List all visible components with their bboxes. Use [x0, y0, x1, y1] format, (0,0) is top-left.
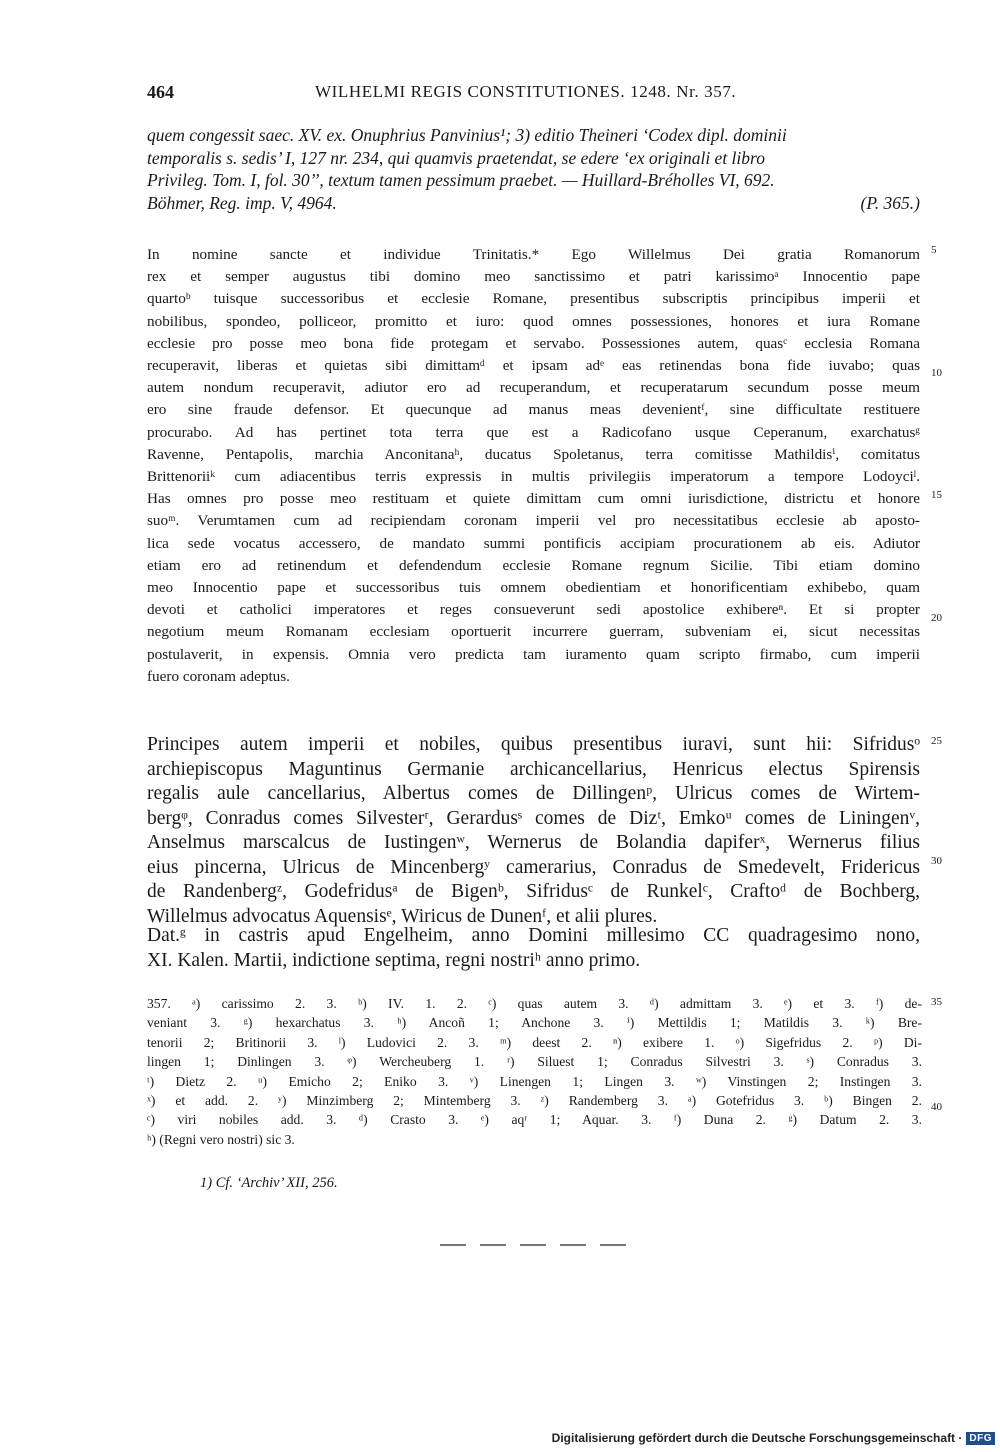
- page-number: 464: [147, 82, 174, 102]
- apparatus-line: ᵗ) Dietz 2. ᵘ) Emicho 2; Eniko 3. ᵛ) Linengen 1; Lingen 3. ʷ) Vinstingen 2; Instingen 3.: [147, 1073, 922, 1089]
- running-title: WILHELMI REGIS CONSTITUTIONES. 1248. Nr. 357.: [315, 82, 737, 101]
- apparatus-line: lingen 1; Dinlingen 3. ᵠ) Wercheuberg 1. ʳ) Siluest 1; Conradus Silvestri 3. ˢ) Conradus 3.: [147, 1054, 922, 1070]
- intro-line: [147, 192, 920, 215]
- text-line: eius pincerna, Ulricus de Mincenbergʸ camerarius, Conradus de Smedevelt, Fridericus: [147, 856, 920, 878]
- line-number: 25: [931, 735, 942, 747]
- intro-reference: (P. 365.): [860, 192, 920, 213]
- apparatus-line: ᶜ) viri nobiles add. 3. ᵈ) Crasto 3. ᵉ) aqʳ 1; Aquar. 3. ᶠ) Duna 2. ᵍ) Datum 2. 3.: [147, 1112, 922, 1128]
- funding-text: Digitalisierung gefördert durch die Deutsche Forschungsgemeinschaft ·: [551, 1431, 963, 1445]
- line-number: 10: [931, 367, 942, 379]
- line-number: 35: [931, 996, 942, 1008]
- intro-line-text: Böhmer, Reg. imp. V, 4964.: [147, 192, 337, 213]
- dating-paragraph: [147, 924, 920, 973]
- line-number: 5: [931, 244, 937, 256]
- text-line: Principes autem imperii et nobiles, quibus presentibus iuravi, sunt hii: Sifridusᵒ: [147, 734, 920, 755]
- text-line: meo Innocentio pape et successoribus tuis omnem obedientiam et honorificentiam exhibebo, quam: [147, 579, 920, 597]
- oath-paragraph: [147, 244, 920, 688]
- dfg-logo: DFG: [966, 1432, 995, 1445]
- text-line: Ravenne, Pentapolis, marchia Anconitanaʰ, ducatus Spoletanus, terra comitisse Mathildisⁱ, comitatus: [147, 445, 920, 463]
- intro-line: Privileg. Tom. I, fol. 30’’, textum tamen pessimum praebet. — Huillard-Bréholles VI, 692.: [147, 170, 775, 190]
- text-line: rex et semper augustus tibi domino meo sanctissimo et patri karissimoᵃ Innocentio pape: [147, 268, 920, 286]
- text-line: autem nondum recuperavit, adiutor ero ad recuperandum, et recuperatarum secundum posse meum: [147, 379, 920, 397]
- text-line: etiam ero ad retinendum et defendendum ecclesie Romane regnum Sicilie. Tibi etiam domino: [147, 556, 920, 574]
- apparatus-line: ˣ) et add. 2. ʸ) Minzimberg 2; Mintemberg 3. ᶻ) Randemberg 3. ᵃ) Gotefridus 3. ᵇ) Bingen 2.: [147, 1093, 922, 1109]
- text-line: negotium meum Romanam ecclesiam oportuerit incurrere guerram, subveniam ei, sicut necessitas: [147, 623, 920, 641]
- text-line: XI. Kalen. Martii, indictione septima, regni nostriʰ anno primo.: [147, 949, 641, 971]
- text-line: Anselmus marscalcus de Iustingenʷ, Wernerus de Bolandia dapiferˣ, Wernerus filius: [147, 832, 920, 853]
- text-line: postulaverit, in expensis. Omnia vero predicta tam iuramento quam scripto firmabo, cum imperii: [147, 645, 920, 663]
- intro-line: quem congessit saec. XV. ex. Onuphrius Panvinius¹; 3) editio Theineri ‘Codex dipl. dominii: [147, 125, 787, 145]
- text-line: lica sede vocatus accessero, de mandato summi pontificis accipiam procurationem ab eis. Adiutor: [147, 534, 920, 552]
- text-line: nobilibus, spondeo, polliceor, promitto et iuro: quod omnes possessiones, honores et iura Romane: [147, 312, 920, 330]
- intro-line: temporalis s. sedis’ I, 127 nr. 234, qui quamvis praetendat, se edere ‘ex originali et libro: [147, 147, 765, 168]
- apparatus-line: veniant 3. ᵍ) hexarchatus 3. ʰ) Ancoñ 1; Anchone 3. ⁱ) Mettildis 1; Matildis 3. ᵏ) Bre-: [147, 1015, 922, 1031]
- line-number: 15: [931, 489, 942, 501]
- text-line: archiepiscopus Maguntinus Germanie archicancellarius, Henricus electus Spirensis: [147, 758, 920, 780]
- text-line: fuero coronam adeptus.: [147, 667, 290, 685]
- text-line: recuperavit, liberas et quietas sibi dimittamᵈ et ipsam adᵉ eas retinendas bona fide iuvabo; quas: [147, 357, 920, 375]
- text-line: Willelmus advocatus Aquensisᵉ, Wiricus de Dunenᶠ, et alii plures.: [147, 905, 658, 927]
- intro-commentary: [147, 124, 920, 214]
- line-number: 30: [931, 855, 942, 867]
- page-header: [147, 82, 917, 106]
- page-bottom-rule: [440, 1244, 630, 1246]
- text-line: Has omnes pro posse meo restituam et quiete dimittam cum omni iurisdictione, districtu et honore: [147, 490, 920, 508]
- funding-banner: [552, 1429, 995, 1447]
- text-line: de Randenbergᶻ, Godefridusᵃ de Bigenᵇ, Sifridusᶜ de Runkelᶜ, Craftoᵈ de Bochberg,: [147, 881, 920, 902]
- text-line: Brittenoriiᵏ cum adiacentibus terris expressis in multis privilegiis imperatorum a tempore Lodoyciˡ.: [147, 468, 920, 486]
- text-line: bergᵠ, Conradus comes Silvesterʳ, Gerardusˢ comes de Dizᵗ, Emkoᵘ comes de Liningenᵛ,: [147, 807, 920, 829]
- line-number: 20: [931, 612, 942, 624]
- text-line: regalis aule cancellarius, Albertus comes de Dillingenᵖ, Ulricus comes de Wirtem-: [147, 783, 920, 804]
- apparatus-line: tenorii 2; Britinorii 3. ˡ) Ludovici 2. 3. ᵐ) deest 2. ⁿ) exibere 1. ᵒ) Sigefridus 2. ᵖ) Di-: [147, 1034, 922, 1050]
- witness-paragraph: [147, 733, 920, 929]
- text-line: procurabo. Ad has pertinet tota terra que est a Radicofano usque Ceperanum, exarchatusᵍ: [147, 423, 920, 441]
- apparatus-line: 357. ᵃ) carissimo 2. 3. ᵇ) IV. 1. 2. ᶜ) quas autem 3. ᵈ) admittam 3. ᵉ) et 3. ᶠ) de-: [147, 996, 922, 1011]
- text-line: ero sine fraude defensor. Et quecunque ad manus meas devenientᶠ, sine difficultate restituere: [147, 401, 920, 419]
- apparatus-line: ʰ) (Regni vero nostri) sic 3.: [147, 1131, 295, 1147]
- text-line: devoti et catholici imperatores et reges consueverunt sedi apostolice exhibereⁿ. Et si propter: [147, 601, 920, 619]
- text-line: ecclesie pro posse meo bona fide protegam et servabo. Possessiones autem, quasᶜ ecclesia Romana: [147, 334, 920, 352]
- critical-apparatus: [147, 994, 922, 1149]
- text-line: suoᵐ. Verumtamen cum ad recipiendam coronam imperii vel pro necessitatibus ecclesie ab aposto-: [147, 512, 920, 530]
- footnote: 1) Cf. ‘Archiv’ XII, 256.: [200, 1175, 338, 1191]
- text-line: In nomine sancte et individue Trinitatis.* Ego Willelmus Dei gratia Romanorum: [147, 246, 920, 263]
- text-line: Dat.ᵍ in castris apud Engelheim, anno Domini millesimo CC quadragesimo nono,: [147, 925, 920, 946]
- text-line: quartoᵇ tuisque successoribus et ecclesie Romane, presentibus subscriptis principibus imperii et: [147, 290, 920, 308]
- line-number: 40: [931, 1101, 942, 1113]
